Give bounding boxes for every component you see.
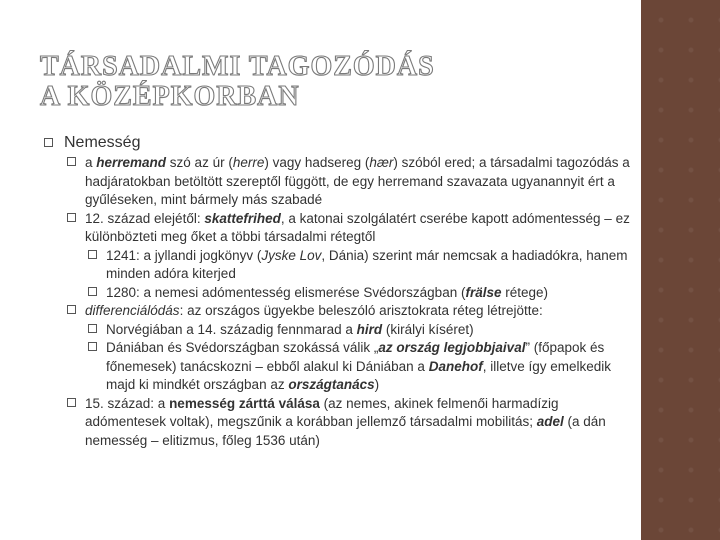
text-run: , Dánia) szerint már nemcsak a hadiadókra, hanem minden adóra kiterjed bbox=[106, 247, 628, 281]
text-run: , illetve így emelkedik majd ki mindkét országban az bbox=[106, 358, 612, 392]
square-bullet-icon bbox=[44, 138, 53, 147]
bullet-15-szazad bbox=[40, 395, 640, 451]
term-orszag-legjobbjai: az ország legjobbjaival bbox=[378, 340, 526, 355]
term-orszagtanacs: országtanács bbox=[288, 377, 375, 392]
square-bullet-icon bbox=[88, 287, 97, 296]
text-run: szó az úr ( bbox=[166, 155, 233, 170]
bullet-text: Nemesség bbox=[64, 134, 141, 151]
bullet-skattefrihed bbox=[40, 210, 640, 247]
term-hird: hird bbox=[356, 321, 383, 337]
text-run: (az nemes, akinek felmenői harmadízig adómentesek voltak), megszűnik a korábban jellemző társadalmi mobilitás; bbox=[85, 395, 559, 429]
term-fralse: frälse bbox=[465, 284, 502, 300]
title-line-1: TÁRSADALMI TAGOZÓDÁS bbox=[40, 51, 435, 82]
text-run: 1280: a nemesi adómentesség elismerése Svédországban ( bbox=[106, 284, 466, 300]
text-run: rétege) bbox=[501, 284, 549, 300]
term-nemesseg-zarttavalasa: nemesség zárttá válása bbox=[169, 395, 320, 411]
decorative-band bbox=[641, 0, 720, 540]
text-run: 15. század: a bbox=[85, 395, 170, 411]
title-line-2: A KÖZÉPKORBAN bbox=[40, 81, 300, 112]
text-run: 12. század elejétől: bbox=[85, 210, 205, 226]
term-danehof: Danehof bbox=[428, 358, 483, 374]
bullet-nemesseg bbox=[40, 132, 640, 154]
term-skattefrihed: skattefrihed bbox=[204, 210, 281, 226]
bullet-danehof bbox=[40, 339, 640, 395]
text-run: ) vagy hadsereg ( bbox=[264, 155, 370, 170]
square-bullet-icon bbox=[88, 342, 97, 351]
term-herremand: herremand bbox=[96, 155, 167, 170]
text-run: ” (főpapok és főnemesek) tanácskozni – ebből alakul ki Dániában a bbox=[106, 340, 605, 374]
term-adel: adel bbox=[536, 414, 564, 429]
square-bullet-icon bbox=[67, 213, 76, 222]
bullet-hird bbox=[40, 321, 640, 340]
term-differencialodas: differenciálódás bbox=[85, 303, 180, 318]
square-bullet-icon bbox=[67, 398, 76, 407]
text-run: Norvégiában a 14. századig fennmarad a bbox=[106, 321, 357, 337]
text-run: (királyi kíséret) bbox=[382, 321, 474, 337]
term-herre: herre bbox=[232, 155, 265, 170]
bullet-1241 bbox=[40, 247, 640, 284]
text-run: (a dán nemesség – elitizmus, főleg 1536 után) bbox=[85, 414, 606, 448]
text-run: ) bbox=[374, 377, 380, 392]
bullet-differencialodas bbox=[40, 302, 640, 321]
square-bullet-icon bbox=[67, 305, 76, 314]
square-bullet-icon bbox=[67, 157, 76, 166]
text-run: a bbox=[85, 155, 97, 170]
bullet-list bbox=[40, 132, 640, 450]
text-run: ) szóból ered; a társadalmi tagozódás a hadjáratokban betöltött szereptől függött, de egy herremand szavazata ugyanannyit ért a gyűléseken, mint bármely más szabadé bbox=[85, 155, 630, 207]
text-run: Dániában és Svédországban szokássá válik „ bbox=[106, 340, 379, 355]
square-bullet-icon bbox=[88, 250, 97, 259]
text-run: , a katonai szolgálatért cserébe kapott adómentesség – ez különbözteti meg őket a többi társadalmi rétegtől bbox=[85, 210, 630, 244]
slide-title bbox=[40, 52, 600, 112]
text-run: 1241: a jyllandi jogkönyv ( bbox=[106, 247, 262, 263]
bullet-1280 bbox=[40, 284, 640, 303]
square-bullet-icon bbox=[88, 324, 97, 333]
term-haer: hær bbox=[369, 155, 394, 170]
term-jyske-lov: Jyske Lov bbox=[261, 247, 322, 263]
bullet-herremand bbox=[40, 154, 640, 210]
text-run: : az országos ügyekbe beleszóló arisztokrata réteg létrejötte: bbox=[179, 303, 543, 318]
